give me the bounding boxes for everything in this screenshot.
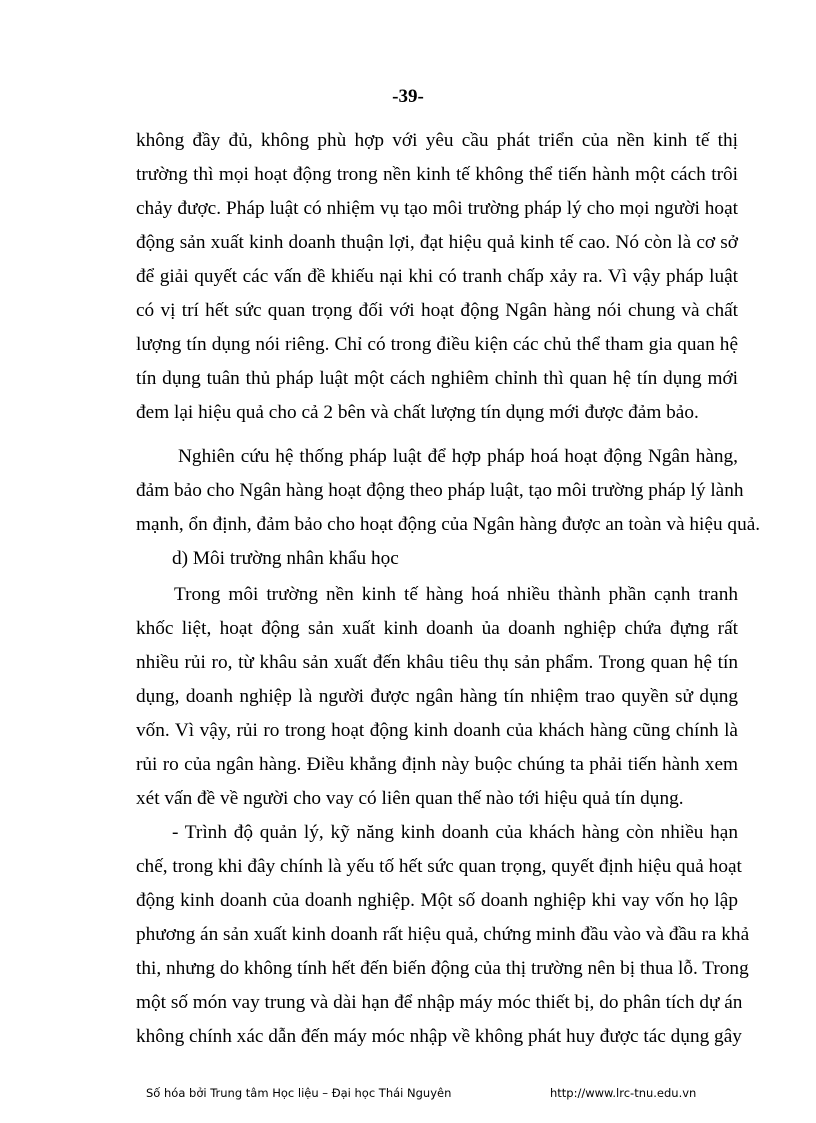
- text-line: Nghiên cứu hệ thống pháp luật để hợp pháp hoá hoạt động Ngân hàng,: [178, 446, 738, 467]
- page-number: -39-: [392, 86, 424, 107]
- text-line: - Trình độ quản lý, kỹ năng kinh doanh của khách hàng còn nhiều hạn: [172, 822, 738, 843]
- text-line: xét vấn đề về người cho vay có liên quan thế nào tới hiệu quả tín dụng.: [136, 788, 684, 809]
- text-line: để giải quyết các vấn đề khiếu nại khi có tranh chấp xảy ra. Vì vậy pháp luật: [136, 266, 738, 287]
- footer-url: http://www.lrc-tnu.edu.vn: [550, 1086, 697, 1100]
- text-line: khốc liệt, hoạt động sản xuất kinh doanh ủa doanh nghiệp chứa đựng rất: [136, 618, 738, 639]
- text-line: nhiều rủi ro, từ khâu sản xuất đến khâu tiêu thụ sản phẩm. Trong quan hệ tín: [136, 652, 738, 673]
- text-line: có vị trí hết sức quan trọng đối với hoạt động Ngân hàng nói chung và chất: [136, 300, 738, 321]
- text-line: đem lại hiệu quả cho cả 2 bên và chất lượng tín dụng mới được đảm bảo.: [136, 402, 699, 423]
- section-heading: d) Môi trường nhân khẩu học: [172, 548, 399, 569]
- text-line: trường thì mọi hoạt động trong nền kinh tế không thể tiến hành một cách trôi: [136, 164, 738, 185]
- text-line: lượng tín dụng nói riêng. Chỉ có trong điều kiện các chủ thể tham gia quan hệ: [136, 334, 738, 355]
- text-line: một số món vay trung và dài hạn để nhập máy móc thiết bị, do phân tích dự án: [136, 992, 743, 1013]
- text-line: phương án sản xuất kinh doanh rất hiệu quả, chứng minh đầu vào và đầu ra khả: [136, 924, 750, 945]
- text-line: chế, trong khi đây chính là yếu tố hết sức quan trọng, quyết định hiệu quả hoạt: [136, 856, 742, 877]
- text-line: vốn. Vì vậy, rủi ro trong hoạt động kinh doanh của khách hàng cũng chính là: [136, 720, 738, 741]
- text-line: thi, nhưng do không tính hết đến biến động của thị trường nên bị thua lỗ. Trong: [136, 958, 749, 979]
- text-line: Trong môi trường nền kinh tế hàng hoá nhiều thành phần cạnh tranh: [174, 584, 738, 605]
- text-line: động kinh doanh của doanh nghiệp. Một số doanh nghiệp khi vay vốn họ lập: [136, 890, 738, 911]
- text-line: dụng, doanh nghiệp là người được ngân hàng tín nhiệm trao quyền sử dụng: [136, 686, 738, 707]
- text-line: đảm bảo cho Ngân hàng hoạt động theo pháp luật, tạo môi trường pháp lý lành: [136, 480, 744, 501]
- footer-source: Số hóa bởi Trung tâm Học liệu – Đại học Thái Nguyên: [146, 1086, 452, 1100]
- text-line: không đầy đủ, không phù hợp với yêu cầu phát triển của nền kinh tế thị: [136, 130, 738, 151]
- text-line: mạnh, ổn định, đảm bảo cho hoạt động của Ngân hàng được an toàn và hiệu quả.: [136, 514, 761, 535]
- text-line: tín dụng tuân thủ pháp luật một cách nghiêm chỉnh thì quan hệ tín dụng mới: [136, 368, 738, 389]
- text-line: chảy được. Pháp luật có nhiệm vụ tạo môi trường pháp lý cho mọi người hoạt: [136, 198, 738, 219]
- text-line: rủi ro của ngân hàng. Điều khẳng định này buộc chúng ta phải tiến hành xem: [136, 754, 738, 775]
- text-line: không chính xác dẫn đến máy móc nhập về không phát huy được tác dụng gây: [136, 1026, 742, 1047]
- text-line: động sản xuất kinh doanh thuận lợi, đạt hiệu quả kinh tế cao. Nó còn là cơ sở: [136, 232, 738, 253]
